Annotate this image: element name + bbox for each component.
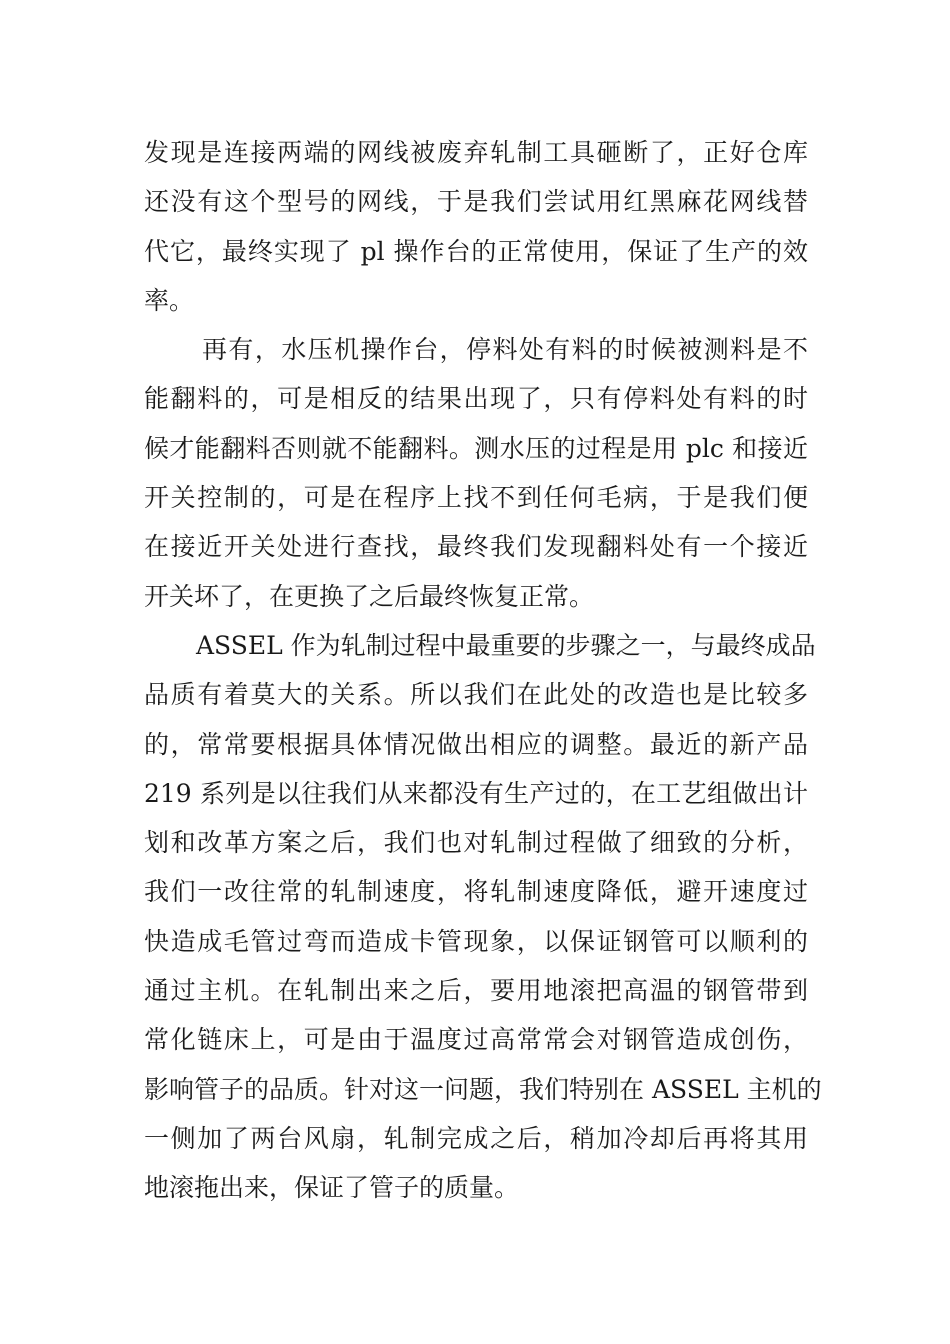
paragraph-line: 常化链床上，可是由于温度过高常常会对钢管造成创伤，	[144, 1025, 808, 1055]
paragraph-line: 在接近开关处进行查找，最终我们发现翻料处有一个接近	[144, 532, 808, 562]
paragraph-line: 的，常常要根据具体情况做出相应的调整。最近的新产品	[144, 729, 808, 759]
paragraph-line: 率。	[144, 285, 195, 315]
paragraph-line: ASSEL 作为轧制过程中最重要的步骤之一，与最终成品	[196, 630, 816, 660]
paragraph-line: 能翻料的，可是相反的结果出现了，只有停料处有料的时	[144, 384, 808, 414]
paragraph-line: 代它，最终实现了 pl 操作台的正常使用，保证了生产的效	[144, 236, 808, 266]
paragraph-line: 还没有这个型号的网线，于是我们尝试用红黑麻花网线替	[144, 187, 808, 217]
paragraph-line: 219 系列是以往我们从来都没有生产过的，在工艺组做出计	[144, 778, 808, 808]
paragraph-line: 影响管子的品质。针对这一问题，我们特别在 ASSEL 主机的	[144, 1074, 822, 1104]
paragraph	[144, 128, 808, 325]
paragraph-line: 开关控制的，可是在程序上找不到任何毛病，于是我们便	[144, 483, 808, 513]
paragraph	[144, 621, 822, 1213]
paragraph	[144, 325, 808, 621]
paragraph-line: 再有，水压机操作台，停料处有料的时候被测料是不	[202, 335, 808, 365]
paragraph-line: 品质有着莫大的关系。所以我们在此处的改造也是比较多	[144, 680, 808, 710]
paragraph-line: 地滚拖出来，保证了管子的质量。	[144, 1173, 520, 1203]
paragraph-line: 我们一改往常的轧制速度，将轧制速度降低，避开速度过	[144, 877, 808, 907]
paragraph-line: 候才能翻料否则就不能翻料。测水压的过程是用 plc 和接近	[144, 433, 808, 463]
paragraph-line: 通过主机。在轧制出来之后，要用地滚把高温的钢管带到	[144, 976, 808, 1006]
paragraph-line: 一侧加了两台风扇，轧制完成之后，稍加冷却后再将其用	[144, 1123, 808, 1153]
paragraph-line: 快造成毛管过弯而造成卡管现象，以保证钢管可以顺利的	[144, 926, 808, 956]
paragraph-line: 开关坏了，在更换了之后最终恢复正常。	[144, 581, 595, 611]
document-body	[144, 128, 822, 1213]
paragraph-line: 发现是连接两端的网线被废弃轧制工具砸断了，正好仓库	[144, 138, 808, 167]
paragraph-line: 划和改革方案之后，我们也对轧制过程做了细致的分析，	[144, 828, 808, 858]
